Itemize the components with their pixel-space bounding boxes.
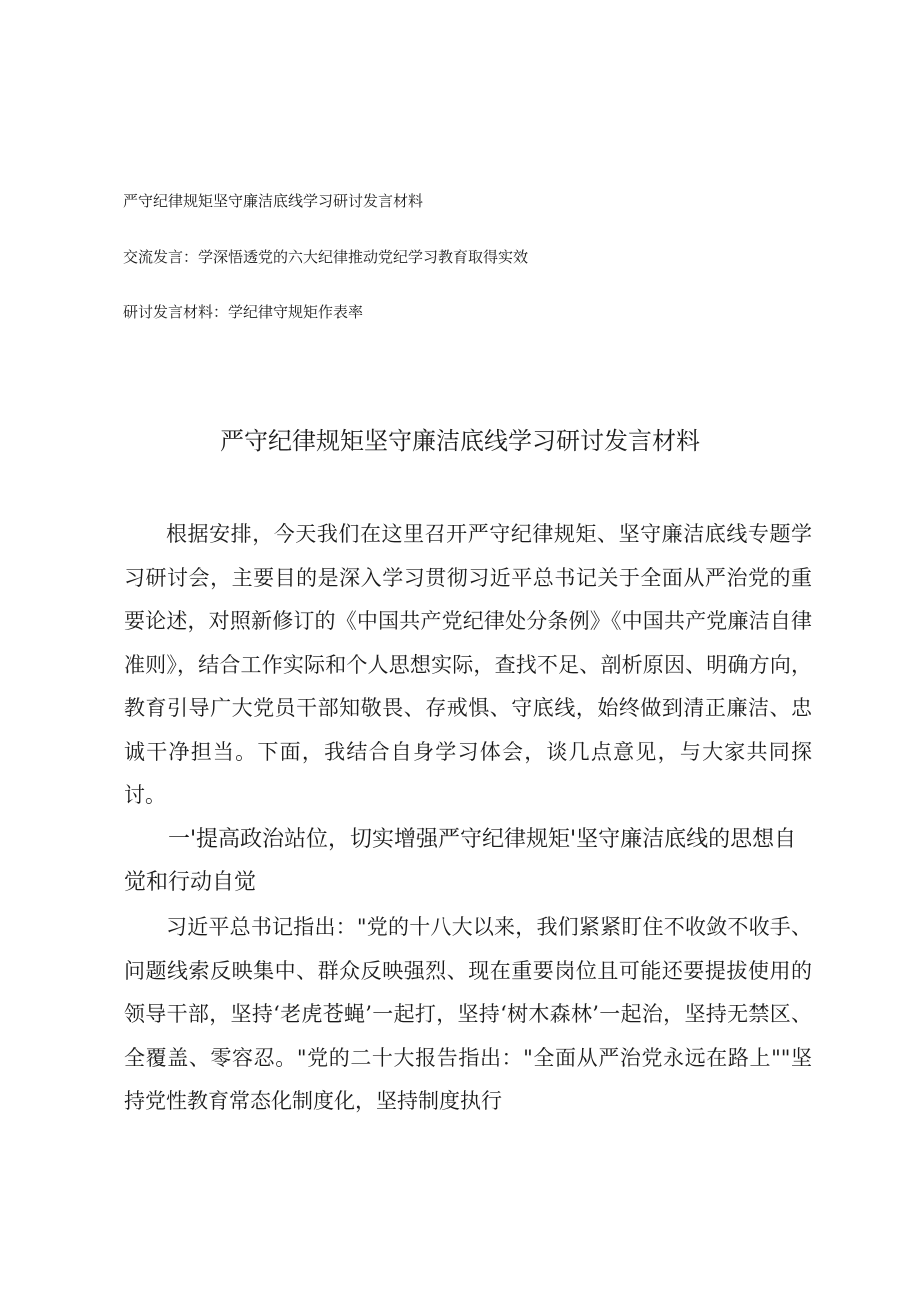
intro-paragraph: 根据安排，今天我们在这里召开严守纪律规矩、坚守廉洁底线专题学习研讨会，主要目的是深入学习贯彻习近平总书记关于全面从严治党的重要论述，对照新修订的《中国共产党纪律处分条例》《中国共产党廉洁自律准则》，结合工作实际和个人思想实际，查找不足、剖析原因、明确方向，教育引导广大党员干部知敬畏、存戒惧、守底线，始终做到清正廉洁、忠诚干净担当。下面，我结合自身学习体会，谈几点意见，与大家共同探讨。: [124, 522, 812, 807]
toc-line-3: 研讨发言材料：学纪律守规矩作表率: [123, 303, 364, 321]
toc-line-2: 交流发言：学深悟透党的六大纪律推动党纪学习教育取得实效: [123, 248, 529, 266]
document-title: 严守纪律规矩坚守廉洁底线学习研讨发言材料: [220, 427, 700, 455]
section-heading: 一'提高政治站位，切实增强严守纪律规矩'坚守廉洁底线的思想自觉和行动自觉: [124, 827, 797, 895]
section-paragraph: 习近平总书记指出："党的十八大以来，我们紧紧盯住不收敛不收手、问题线索反映集中、群众反映强烈、现在重要岗位且可能还要提拔使用的领导干部，坚持‘老虎苍蝇’一起打，坚持‘树木森林’一起治，坚持无禁区、全覆盖、零容忍。"党的二十大报告指出："全面从严治党永远在路上""坚持党性教育常态化制度化，坚持制度执行: [124, 915, 812, 1113]
toc-line-1: 严守纪律规矩坚守廉洁底线学习研讨发言材料: [123, 192, 424, 210]
